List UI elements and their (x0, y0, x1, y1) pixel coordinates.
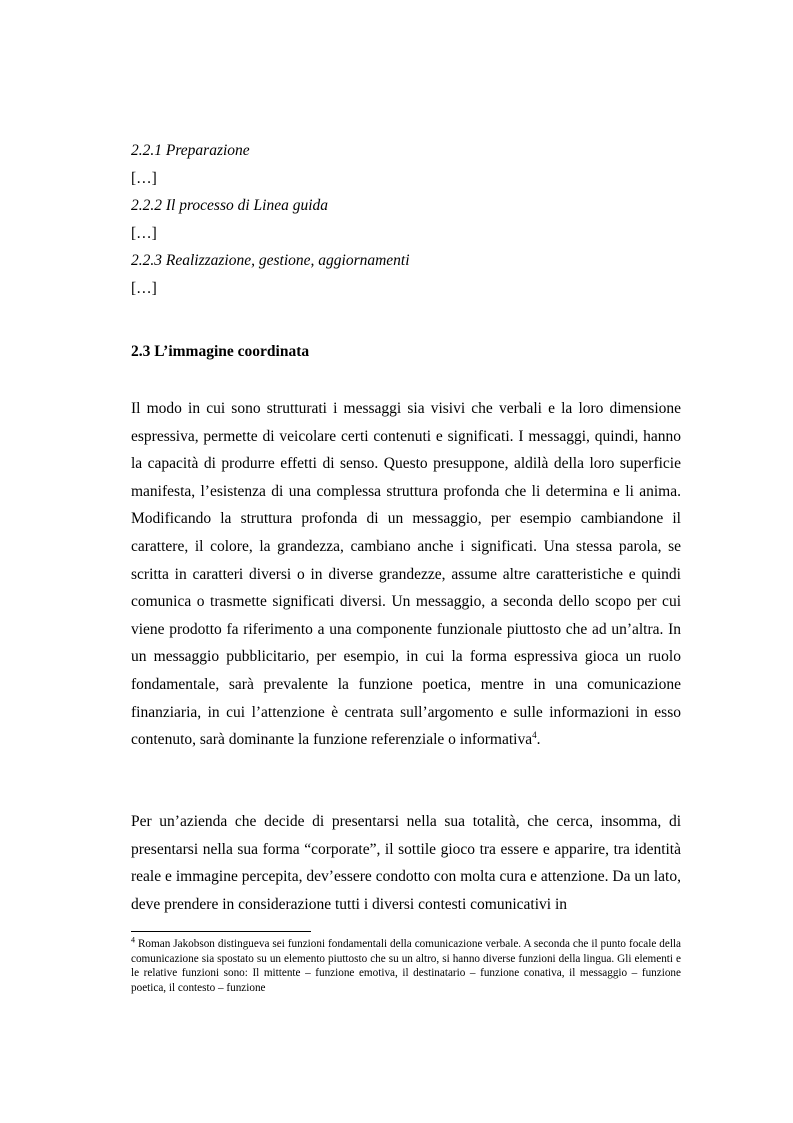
toc-item-realizzazione: 2.2.3 Realizzazione, gestione, aggiornamenti (131, 252, 410, 269)
toc-ellipsis: […] (131, 170, 157, 187)
body-paragraph (131, 395, 681, 754)
paragraph-text: Per un’azienda che decide di presentarsi nella sua totalità, che cerca, insomma, di presentarsi nella sua forma “corporate”, il sottile gioco tra essere e apparire, tra identità reale e immagine percepita, dev’essere condotto con molta cura e attenzione. Da un lato, deve prendere in considerazione tutti i diversi contesti comunicativi in (131, 813, 681, 913)
paragraph-end: . (536, 731, 541, 749)
footnote-divider (131, 931, 311, 932)
section-heading: 2.3 L’immagine coordinata (131, 343, 310, 360)
footnote-text: Roman Jakobson distingueva sei funzioni fondamentali della comunicazione verbale. A seconda che il punto focale della comunicazione sia spostato su un elemento piuttosto che su un altro, si hanno diverse funzioni della lingua. Gli elementi e le relative funzioni sono: Il mittente – funzione emotiva, il destinatario – funzione conativa, il messaggio – funzione poetica, il contesto – funzione (131, 938, 682, 994)
body-paragraph (131, 808, 681, 918)
paragraph-text: Il modo in cui sono strutturati i messaggi sia visivi che verbali e la loro dimensione espressiva, permette di veicolare certi contenuti e significati. I messaggi, quindi, hanno la capacità di produrre effetti di senso. Questo presuppone, aldilà della loro superficie manifesta, l’esistenza di una complessa struttura profonda che li determina e li anima. Modificando la struttura profonda di un messaggio, per esempio cambiandone il carattere, il colore, la grandezza, cambiano anche i significati. Una stessa parola, se scritta in caratteri diversi o in diverse grandezze, assume altre caratteristiche e quindi comunica o trasmette significati diversi. Un messaggio, a seconda dello scopo per cui viene prodotto fa riferimento a una componente funzionale piuttosto che ad un’altra. In un messaggio pubblicitario, per esempio, in cui la forma espressiva gioca un ruolo fondamentale, sarà prevalente la funzione poetica, mentre in una comunicazione finanziaria, in cui l’attenzione è centrata sull’argomento e sulle informazioni in esso contenuto, sarà dominante la funzione referenziale o informativa (131, 400, 681, 749)
footnote (131, 937, 681, 995)
toc-ellipsis: […] (131, 225, 157, 242)
toc-item-preparazione: 2.2.1 Preparazione (131, 142, 250, 159)
toc-ellipsis: […] (131, 280, 157, 297)
footnote-reference[interactable]: 4 (532, 729, 537, 740)
toc-item-processo-linea-guida: 2.2.2 Il processo di Linea guida (131, 197, 329, 214)
footnote-number: 4 (131, 935, 135, 945)
